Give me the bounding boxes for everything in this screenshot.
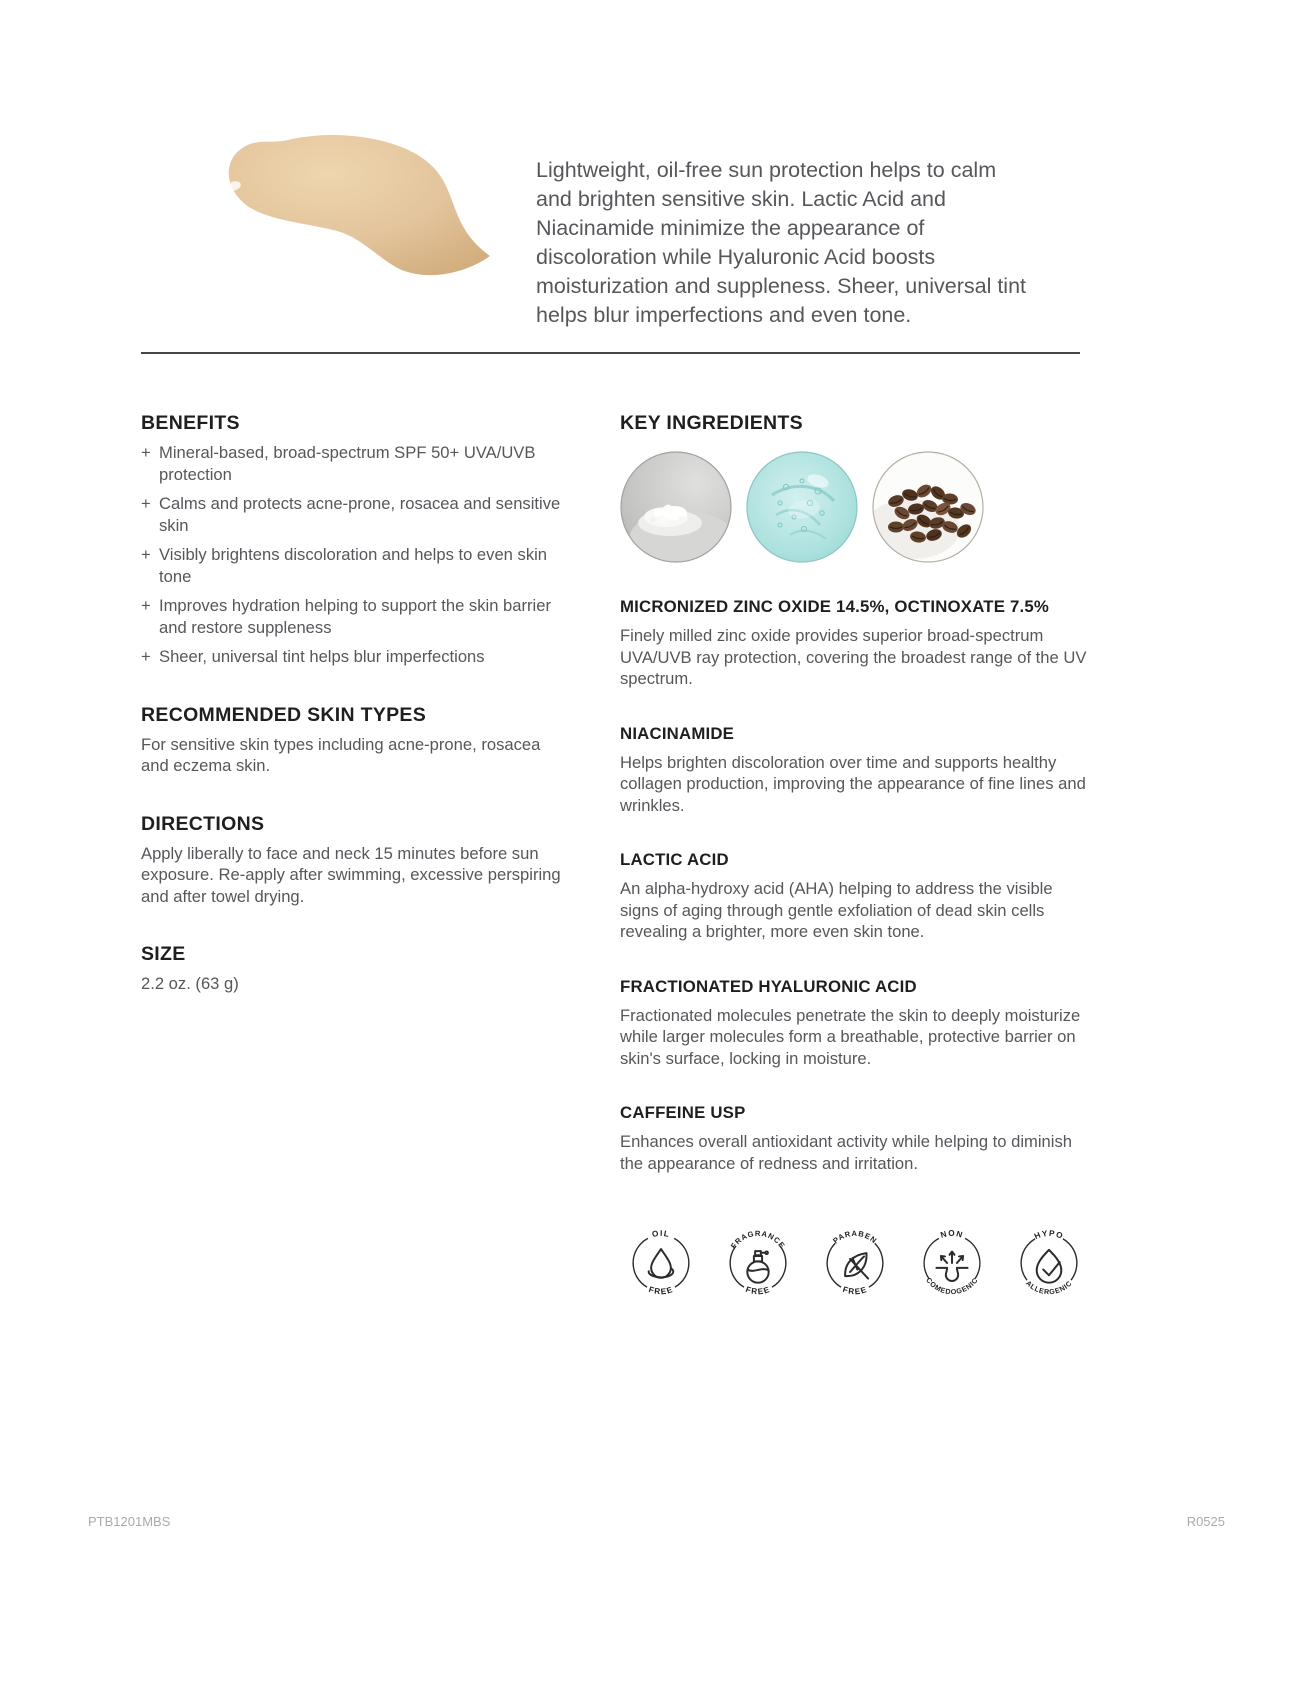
claim-badges-row (620, 1220, 1090, 1306)
benefit-item (141, 595, 565, 638)
benefit-item (141, 493, 565, 536)
perfume-bottle-icon (747, 1251, 768, 1283)
benefit-item (141, 544, 565, 587)
benefit-text: Improves hydration helping to support the skin barrier and restore suppleness (159, 596, 552, 637)
plus-marker: + (141, 443, 151, 462)
benefits-heading: BENEFITS (141, 412, 240, 434)
ingredient-name: NIACINAMIDE (620, 723, 735, 743)
svg-text:OIL (651, 1229, 671, 1239)
plus-marker: + (141, 494, 151, 513)
left-column (141, 412, 565, 1031)
badge-bottom-label: ALLERGENIC (1024, 1279, 1074, 1297)
zinc-oxide-powder-photo (620, 451, 732, 563)
size-body: 2.2 oz. (63 g) (141, 974, 239, 993)
svg-text:NON (940, 1229, 965, 1240)
directions-heading: DIRECTIONS (141, 812, 265, 835)
ingredient-zinc-section (620, 597, 1090, 690)
benefit-text: Calms and protects acne-prone, rosacea and sensitive skin (159, 494, 561, 535)
ingredient-description: Helps brighten discoloration over time and supports healthy collagen production, improving the appearance of fine lines and wrinkles. (620, 752, 1086, 815)
benefits-section (141, 412, 565, 668)
product-description: Lightweight, oil-free sun protection helps to calm and brighten sensitive skin. Lactic Acid and Niacinamide minimize the appearance of discoloration while Hyaluronic Acid boosts moisturization and suppleness. Sheer, universal tint helps blur imperfections and even tone. (536, 157, 1026, 327)
size-heading: SIZE (141, 943, 186, 965)
hypoallergenic-badge (1008, 1220, 1090, 1306)
benefits-list (141, 442, 565, 668)
hydrating-gel-photo (746, 451, 858, 563)
badge-top-label: FRAGRANCE (728, 1228, 788, 1251)
svg-text:FREE (841, 1285, 868, 1296)
ingredient-name: LACTIC ACID (620, 850, 729, 869)
benefit-item (141, 442, 565, 485)
ingredient-description: Enhances overall antioxidant activity while helping to diminish the appearance of redness and irritation. (620, 1132, 1072, 1173)
skin-types-body: For sensitive skin types including acne-prone, rosacea and eczema skin. (141, 734, 541, 775)
ingredient-name: FRACTIONATED HYALURONIC ACID (620, 976, 917, 996)
badge-bottom-label: COMEDOGENIC (924, 1276, 980, 1297)
paraben-free-badge (814, 1220, 896, 1306)
plus-marker: + (141, 545, 151, 564)
ingredient-photos-row (620, 451, 1090, 563)
ingredient-caffeine-section (620, 1103, 1090, 1174)
benefit-text: Visibly brightens discoloration and helps to even skin tone (159, 545, 548, 586)
svg-text:FREE (647, 1285, 674, 1296)
skin-types-section (141, 704, 565, 777)
benefit-text: Sheer, universal tint helps blur imperfections (159, 647, 485, 666)
key-ingredients-heading: KEY INGREDIENTS (620, 412, 803, 434)
oil-free-badge (620, 1220, 702, 1306)
svg-text:COMEDOGENIC (924, 1276, 980, 1296)
badge-bottom-label: FREE (647, 1284, 675, 1297)
oil-drop-icon (649, 1249, 674, 1278)
coffee-beans-photo (872, 451, 984, 563)
ingredient-name: CAFFEINE USP (620, 1103, 746, 1122)
svg-text:HYPO (1033, 1229, 1065, 1241)
badge-top-label: PARABEN (831, 1228, 879, 1246)
badge-bottom-label: FREE (841, 1284, 869, 1297)
right-column (620, 412, 1090, 1306)
benefit-text: Mineral-based, broad-spectrum SPF 50+ UVA/UVB protection (159, 443, 536, 484)
ingredient-hyaluronic-section (620, 977, 1090, 1070)
ingredient-name: MICRONIZED ZINC OXIDE 14.5%, OCTINOXATE 7.5% (620, 597, 1050, 616)
footer-product-code: PTB1201MBS (88, 1514, 171, 1529)
directions-body: Apply liberally to face and neck 15 minutes before sun exposure. Re-apply after swimming, excessive perspiring and after towel drying. (141, 843, 561, 906)
plus-marker: + (141, 596, 151, 615)
ingredient-description: Fractionated molecules penetrate the skin to deeply moisturize while larger molecules form a breathable, protective barrier on skin's surface, locking in moisture. (620, 1005, 1081, 1068)
ingredient-description: An alpha-hydroxy acid (AHA) helping to address the visible signs of aging through gentle exfoliation of dead skin cells revealing a brighter, more even skin tone. (620, 879, 1053, 941)
badge-top-label: HYPO (1032, 1228, 1065, 1242)
footer-revision-code: R0525 (1186, 1514, 1225, 1529)
badge-top-label: OIL (651, 1228, 671, 1240)
fragrance-free-badge (717, 1220, 799, 1306)
badge-bottom-label: FREE (744, 1284, 772, 1297)
pore-arrows-icon (936, 1252, 967, 1282)
svg-text:PARABEN (831, 1229, 879, 1246)
drop-check-icon (1037, 1250, 1062, 1283)
skin-types-heading: RECOMMENDED SKIN TYPES (141, 703, 427, 726)
badge-top-label: NON (939, 1228, 965, 1240)
section-divider (141, 352, 1080, 354)
benefit-item (141, 646, 565, 668)
directions-section (141, 813, 565, 908)
svg-text:FREE (744, 1285, 771, 1296)
svg-text:FRAGRANCE (729, 1229, 787, 1250)
size-section (141, 943, 565, 995)
ingredient-lactic-acid-section (620, 850, 1090, 943)
leaf-icon (845, 1253, 868, 1278)
plus-marker: + (141, 647, 151, 666)
ingredient-niacinamide-section (620, 724, 1090, 817)
product-swatch-image (210, 124, 492, 296)
ingredient-description: Finely milled zinc oxide provides superior broad-spectrum UVA/UVB ray protection, covering the broadest range of the UV spectrum. (620, 626, 1087, 688)
non-comedogenic-badge (911, 1220, 993, 1306)
